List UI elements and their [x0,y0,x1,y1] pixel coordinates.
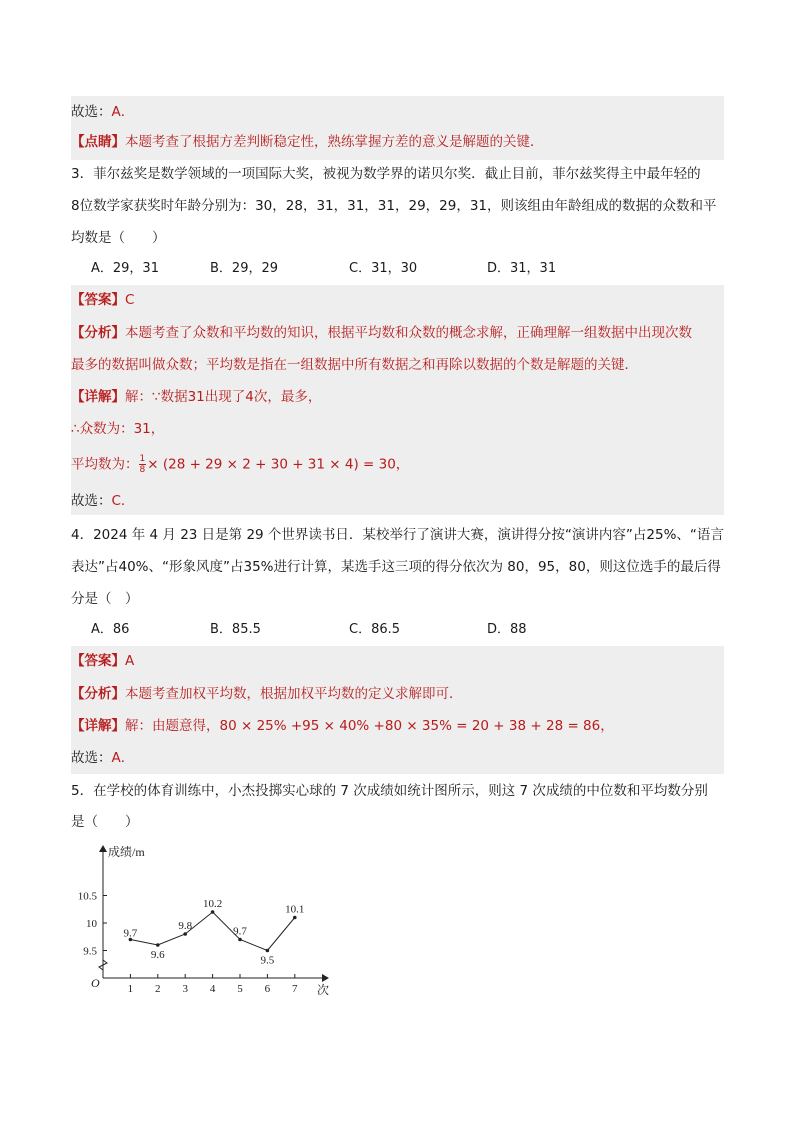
data-point [293,916,297,920]
x-tick-label: 2 [155,983,161,995]
q5-stem-line-2: 是（ ） [71,814,139,830]
data-label: 10.2 [202,898,223,910]
data-point [156,943,160,947]
origin-label: O [91,976,100,990]
prev-choose-line: 故选：A． [71,104,135,120]
q3-detail-line-3: 平均数为： $\frac{1}{8}$ × (28 + 29 × 2 + 30 + 31 × 4) = 30， [71,454,410,475]
q3-stem-line-2: 8位数学家获奖时年龄分别为：30，28，31，31，31，29，29，31，则该组由年龄组成的数据的众数和平 [71,198,717,214]
data-point [266,949,270,953]
data-point [183,932,187,936]
x-tick-label: 1 [127,983,134,995]
q4-choose-line: 故选：A． [71,750,135,766]
data-label: 9.7 [123,927,138,940]
q3-option-b: B．29，29 [210,261,279,276]
q3-option-d: D．31，31 [487,261,557,276]
prev-tip-line: 【点睛】本题考查了根据方差判断稳定性，熟练掌握方差的意义是解题的关键． [71,134,544,150]
q4-option-d: D．88 [487,622,527,637]
q4-stem-line-2: 表达”占40%、“形象风度”占35%进行计算，某选手这三项的得分依次为 80，95，80，则这位选手的最后得 [71,559,721,575]
x-tick-label: 7 [292,983,298,995]
data-label: 9.8 [178,920,193,932]
x-axis-label: 次 [317,983,330,997]
q4-solution-block [71,646,724,774]
q3-choose-line: 故选：C． [71,493,135,509]
q5-stem-line-1: 5．在学校的体育训练中，小杰投掷实心球的 7 次成绩如统计图所示，则这 7 次成绩的中位数和平均数分别 [71,783,708,799]
q3-stem-line-1: 3．菲尔兹奖是数学领域的一项国际大奖，被视为数学界的诺贝尔奖．截止目前，菲尔兹奖得主中最年轻的 [71,166,701,182]
x-tick-label: 3 [182,983,188,995]
q3-analysis-line-1: 【分析】本题考查了众数和平均数的知识，根据平均数和众数的概念求解，正确理解一组数据中出现次数 [71,325,692,341]
q3-option-a: A．29，31 [91,261,159,276]
q4-detail-line: 【详解】解：由题意得，80 × 25% +95 × 40% +80 × 35% = 20 + 38 + 28 = 86， [71,718,614,734]
fraction-one-eighth: $\frac{1}{8}$ [139,454,146,475]
x-tick-label: 6 [264,983,271,995]
y-tick-label: 10 [86,918,97,930]
x-tick-label: 5 [237,983,243,995]
q4-option-b: B．85.5 [210,622,261,637]
data-label: 10.1 [285,903,305,916]
y-axis-label: 成绩/m [108,845,145,859]
q3-stem-line-3: 均数是（ ） [71,230,166,246]
q3-option-c: C．31，30 [349,261,418,276]
q4-stem-line-1: 4．2024 年 4 月 23 日是第 29 个世界读书日．某校举行了演讲大赛，演讲得分按“演讲内容”占25%、“语言 [71,527,724,543]
q4-stem-line-3: 分是（ ） [71,591,139,607]
data-label: 9.7 [233,925,247,938]
q4-option-c: C．86.5 [349,622,401,637]
y-tick-label: 10.5 [77,890,97,903]
q4-analysis-line: 【分析】本题考查加权平均数，根据加权平均数的定义求解即可． [71,686,463,702]
q3-detail-line-2: ∴众数为：31， [71,421,165,437]
y-tick-label: 9.5 [83,945,97,958]
x-tick-label: 4 [209,983,216,995]
throw-scores-line-chart [66,838,346,1002]
q3-answer-line: 【答案】C [71,292,135,308]
data-point [211,910,215,914]
data-label: 9.6 [150,949,165,961]
series-line [130,912,294,951]
q3-analysis-line-2: 最多的数据叫做众数；平均数是指在一组数据中所有数据之和再除以数据的个数是解题的关键． [71,357,638,373]
q4-answer-line: 【答案】A [71,653,135,669]
data-label: 9.5 [260,954,275,967]
data-point [238,938,242,942]
q4-option-a: A．86 [91,622,130,637]
q3-detail-line-1: 【详解】解：∵数据31出现了4次，最多， [71,389,322,405]
